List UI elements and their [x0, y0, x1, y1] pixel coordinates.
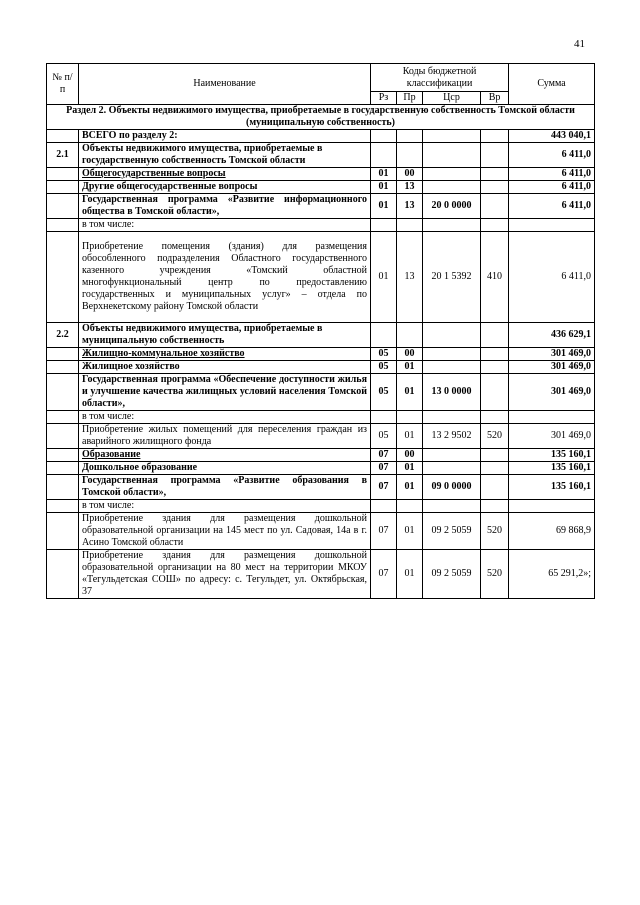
- row-rz: [371, 411, 397, 424]
- row-name: Приобретение жилых помещений для переселения граждан из аварийного жилищного фонда: [79, 424, 371, 449]
- row-csr: 09 2 5059: [423, 550, 481, 599]
- row-sum: 6 411,0: [509, 232, 595, 323]
- row-name: Жилищно-коммунальное хозяйство: [79, 348, 371, 361]
- row-vr: 410: [481, 232, 509, 323]
- row-pr: [397, 323, 423, 348]
- row-name: в том числе:: [79, 411, 371, 424]
- row-vr: [481, 348, 509, 361]
- row-name: Образование: [79, 449, 371, 462]
- row-name: в том числе:: [79, 219, 371, 232]
- row-vr: [481, 475, 509, 500]
- row-num: [47, 411, 79, 424]
- row-csr: [423, 168, 481, 181]
- row-name: Государственная программа «Развитие информационного общества в Томской области»,: [79, 194, 371, 219]
- row-rz: 01: [371, 194, 397, 219]
- row-csr: [423, 219, 481, 232]
- row-pr: 01: [397, 550, 423, 599]
- row-pr: [397, 219, 423, 232]
- row-sum: 6 411,0: [509, 194, 595, 219]
- row-pr: 01: [397, 424, 423, 449]
- row-num: [47, 348, 79, 361]
- table-row: [47, 374, 595, 411]
- row-sum: [509, 411, 595, 424]
- row-sum: 436 629,1: [509, 323, 595, 348]
- row-rz: 07: [371, 462, 397, 475]
- table-row: [47, 449, 595, 462]
- row-vr: [481, 143, 509, 168]
- row-rz: 07: [371, 475, 397, 500]
- table-row: [47, 232, 595, 323]
- row-vr: 520: [481, 550, 509, 599]
- row-num: 2.2: [47, 323, 79, 348]
- row-csr: [423, 143, 481, 168]
- row-name: Объекты недвижимого имущества, приобретаемые в государственную собственность Томской области: [79, 143, 371, 168]
- row-num: [47, 500, 79, 513]
- row-rz: 05: [371, 424, 397, 449]
- row-csr: [423, 500, 481, 513]
- row-rz: 05: [371, 374, 397, 411]
- row-pr: 01: [397, 462, 423, 475]
- row-rz: [371, 143, 397, 168]
- row-name: Дошкольное образование: [79, 462, 371, 475]
- row-rz: 01: [371, 181, 397, 194]
- row-vr: [481, 361, 509, 374]
- row-sum: 69 868,9: [509, 513, 595, 550]
- row-num: [47, 513, 79, 550]
- row-sum: 135 160,1: [509, 449, 595, 462]
- row-csr: [423, 323, 481, 348]
- table-row: [47, 194, 595, 219]
- page-number: 41: [574, 38, 585, 50]
- row-sum: 135 160,1: [509, 475, 595, 500]
- table-row: [47, 361, 595, 374]
- header-num: № п/п: [47, 64, 79, 105]
- table-row: [47, 475, 595, 500]
- row-pr: 01: [397, 361, 423, 374]
- row-pr: 00: [397, 449, 423, 462]
- row-name: Другие общегосударственные вопросы: [79, 181, 371, 194]
- row-vr: [481, 323, 509, 348]
- row-rz: 07: [371, 513, 397, 550]
- row-csr: 13 2 9502: [423, 424, 481, 449]
- row-num: [47, 232, 79, 323]
- row-vr: [481, 168, 509, 181]
- table-row: [47, 143, 595, 168]
- row-name: Приобретение здания для размещения дошкольной образовательной организации на 145 мест по ул. Садовая, 14а в г. Асино Томской области: [79, 513, 371, 550]
- row-vr: 520: [481, 424, 509, 449]
- row-sum: 6 411,0: [509, 181, 595, 194]
- row-num: [47, 181, 79, 194]
- row-name: Объекты недвижимого имущества, приобретаемые в муниципальную собственность: [79, 323, 371, 348]
- row-vr: [481, 219, 509, 232]
- row-vr: [481, 462, 509, 475]
- row-rz: [371, 500, 397, 513]
- row-sum: 301 469,0: [509, 348, 595, 361]
- row-rz: 07: [371, 449, 397, 462]
- row-num: [47, 550, 79, 599]
- row-name: Приобретение помещения (здания) для размещения обособленного подразделения Областного государственного казенного учреждения «Томский областной многофункциональный центр по предоставлению государственных и муниципальных услуг» – отдела по Верхнекетскому району Томской области: [79, 232, 371, 323]
- row-csr: [423, 361, 481, 374]
- row-sum: [509, 219, 595, 232]
- row-rz: [371, 323, 397, 348]
- row-sum: 6 411,0: [509, 143, 595, 168]
- table-row: [47, 323, 595, 348]
- table-row: [47, 219, 595, 232]
- row-pr: 00: [397, 168, 423, 181]
- row-name: Жилищное хозяйство: [79, 361, 371, 374]
- row-pr: 13: [397, 232, 423, 323]
- row-sum: 65 291,2»;: [509, 550, 595, 599]
- row-sum: 6 411,0: [509, 168, 595, 181]
- header-name: Наименование: [79, 64, 371, 105]
- row-csr: [423, 181, 481, 194]
- table-row: [47, 411, 595, 424]
- row-rz: 01: [371, 232, 397, 323]
- row-rz: 05: [371, 348, 397, 361]
- row-pr: 00: [397, 348, 423, 361]
- row-csr: 09 2 5059: [423, 513, 481, 550]
- table-row: [47, 168, 595, 181]
- row-pr: 13: [397, 181, 423, 194]
- row-sum: 301 469,0: [509, 374, 595, 411]
- row-num: [47, 449, 79, 462]
- row-name: в том числе:: [79, 500, 371, 513]
- row-csr: 20 0 0000: [423, 194, 481, 219]
- row-sum: [509, 500, 595, 513]
- row-csr: 20 1 5392: [423, 232, 481, 323]
- row-vr: [481, 374, 509, 411]
- row-name: Общегосударственные вопросы: [79, 168, 371, 181]
- table-row: [47, 550, 595, 599]
- header-vr: Вр: [481, 92, 509, 105]
- table-row: [47, 181, 595, 194]
- row-vr: [481, 411, 509, 424]
- total-label: ВСЕГО по разделу 2:: [79, 130, 371, 143]
- header-codes: Коды бюджетной классификации: [371, 64, 509, 92]
- row-pr: [397, 411, 423, 424]
- row-num: [47, 361, 79, 374]
- row-vr: [481, 181, 509, 194]
- row-rz: 05: [371, 361, 397, 374]
- row-rz: 01: [371, 168, 397, 181]
- table-row: [47, 513, 595, 550]
- row-pr: 01: [397, 513, 423, 550]
- row-rz: [371, 219, 397, 232]
- row-csr: 09 0 0000: [423, 475, 481, 500]
- row-num: [47, 424, 79, 449]
- row-rz: 07: [371, 550, 397, 599]
- total-sum: 443 040,1: [509, 130, 595, 143]
- row-vr: [481, 194, 509, 219]
- row-pr: 01: [397, 374, 423, 411]
- table-row: [47, 500, 595, 513]
- row-csr: [423, 449, 481, 462]
- row-pr: 01: [397, 475, 423, 500]
- row-pr: [397, 500, 423, 513]
- row-num: [47, 168, 79, 181]
- row-pr: 13: [397, 194, 423, 219]
- row-vr: [481, 449, 509, 462]
- total-num: [47, 130, 79, 143]
- row-name: Приобретение здания для размещения дошкольной образовательной организации на 80 мест на территории МКОУ «Тегульдетская СОШ» по адресу: с. Тегульдет, ул. Октябрьская, 37: [79, 550, 371, 599]
- row-sum: 301 469,0: [509, 424, 595, 449]
- row-pr: [397, 143, 423, 168]
- table-row: [47, 348, 595, 361]
- row-num: [47, 475, 79, 500]
- row-vr: [481, 500, 509, 513]
- table-row: [47, 462, 595, 475]
- budget-table: [46, 63, 595, 599]
- header-sum: Сумма: [509, 64, 595, 105]
- header-csr: Цср: [423, 92, 481, 105]
- row-num: [47, 374, 79, 411]
- row-sum: 301 469,0: [509, 361, 595, 374]
- row-num: 2.1: [47, 143, 79, 168]
- row-csr: [423, 411, 481, 424]
- row-vr: 520: [481, 513, 509, 550]
- row-csr: 13 0 0000: [423, 374, 481, 411]
- header-pr: Пр: [397, 92, 423, 105]
- table-row: [47, 424, 595, 449]
- row-name: Государственная программа «Обеспечение доступности жилья и улучшение качества жилищных условий населения Томской области»,: [79, 374, 371, 411]
- header-rz: Рз: [371, 92, 397, 105]
- row-csr: [423, 462, 481, 475]
- row-sum: 135 160,1: [509, 462, 595, 475]
- row-csr: [423, 348, 481, 361]
- section-title: Раздел 2. Объекты недвижимого имущества, приобретаемые в государственную собственность Томской области (муниципальную собственность): [47, 105, 595, 130]
- row-num: [47, 219, 79, 232]
- row-num: [47, 194, 79, 219]
- row-name: Государственная программа «Развитие образования в Томской области»,: [79, 475, 371, 500]
- row-num: [47, 462, 79, 475]
